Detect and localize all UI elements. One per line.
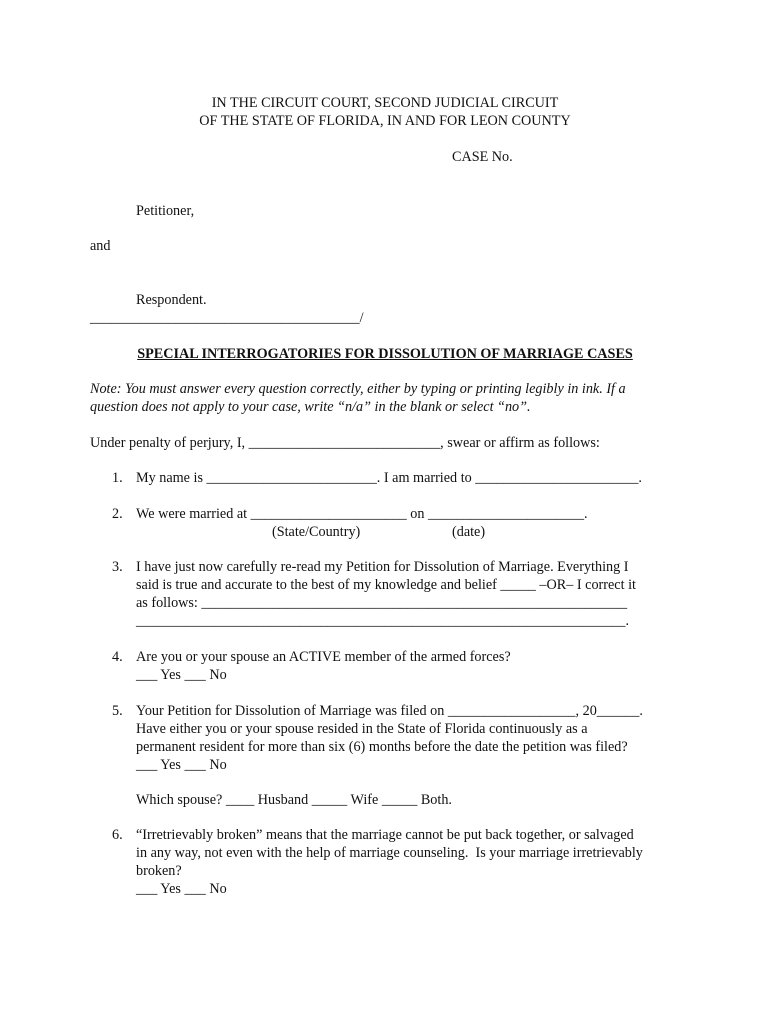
question-6-yes-no: ___ Yes ___ No (136, 881, 227, 897)
petitioner-label: Petitioner, (136, 203, 195, 219)
question-6-line-1: “Irretrievably broken” means that the marriage cannot be put back together, or salvaged (136, 827, 634, 843)
question-2-text: We were married at ______________________ on ______________________. (136, 506, 588, 522)
question-number: 1. (112, 470, 123, 486)
case-number-label: CASE No. (452, 149, 513, 165)
question-number: 6. (112, 827, 123, 843)
question-5-line-1: Your Petition for Dissolution of Marriage was filed on __________________, 20______. (136, 703, 643, 719)
which-spouse-line: Which spouse? ____ Husband _____ Wife _____ Both. (136, 792, 452, 808)
caption-rule-line: ______________________________________/ (90, 310, 364, 326)
question-number: 2. (112, 506, 123, 522)
question-3-line-1: I have just now carefully re-read my Petition for Dissolution of Marriage. Everything I (136, 559, 629, 575)
respondent-label: Respondent. (136, 292, 207, 308)
question-number: 5. (112, 703, 123, 719)
question-3-line-3: as follows: ____________________________________________________________ (136, 595, 628, 611)
oath-statement: Under penalty of perjury, I, ___________________________, swear or affirm as follows: (90, 435, 600, 451)
question-3-line-2: said is true and accurate to the best of my knowledge and belief _____ –OR– I correct it (136, 577, 636, 593)
question-1-text: My name is ________________________. I am married to _______________________. (136, 470, 642, 486)
instruction-note-line-1: Note: You must answer every question correctly, either by typing or printing legibly in ink. If a (90, 381, 626, 397)
question-3-line-4: _____________________________________________________________________. (136, 613, 630, 629)
question-6-line-2: in any way, not even with the help of marriage counseling. Is your marriage irretrievably (136, 845, 643, 861)
question-number: 4. (112, 649, 123, 665)
state-country-sublabel: (State/Country) (272, 524, 361, 540)
question-5-line-2: Have either you or your spouse resided in the State of Florida continuously as a (136, 721, 588, 737)
date-sublabel: (date) (452, 524, 486, 540)
instruction-note-line-2: question does not apply to your case, write “n/a” in the blank or select “no”. (90, 399, 531, 415)
question-4-text: Are you or your spouse an ACTIVE member of the armed forces? (136, 649, 511, 665)
question-5-line-3: permanent resident for more than six (6) months before the date the petition was filed? (136, 739, 628, 755)
question-number: 3. (112, 559, 123, 575)
court-heading-line-1: IN THE CIRCUIT COURT, SECOND JUDICIAL CIRCUIT (211, 95, 559, 111)
and-label: and (90, 238, 111, 254)
question-5-yes-no: ___ Yes ___ No (136, 757, 227, 773)
court-heading-line-2: OF THE STATE OF FLORIDA, IN AND FOR LEON COUNTY (199, 113, 571, 129)
question-4-yes-no: ___ Yes ___ No (136, 667, 227, 683)
document-title: SPECIAL INTERROGATORIES FOR DISSOLUTION OF MARRIAGE CASES (137, 346, 633, 362)
question-6-line-3: broken? (136, 863, 182, 879)
